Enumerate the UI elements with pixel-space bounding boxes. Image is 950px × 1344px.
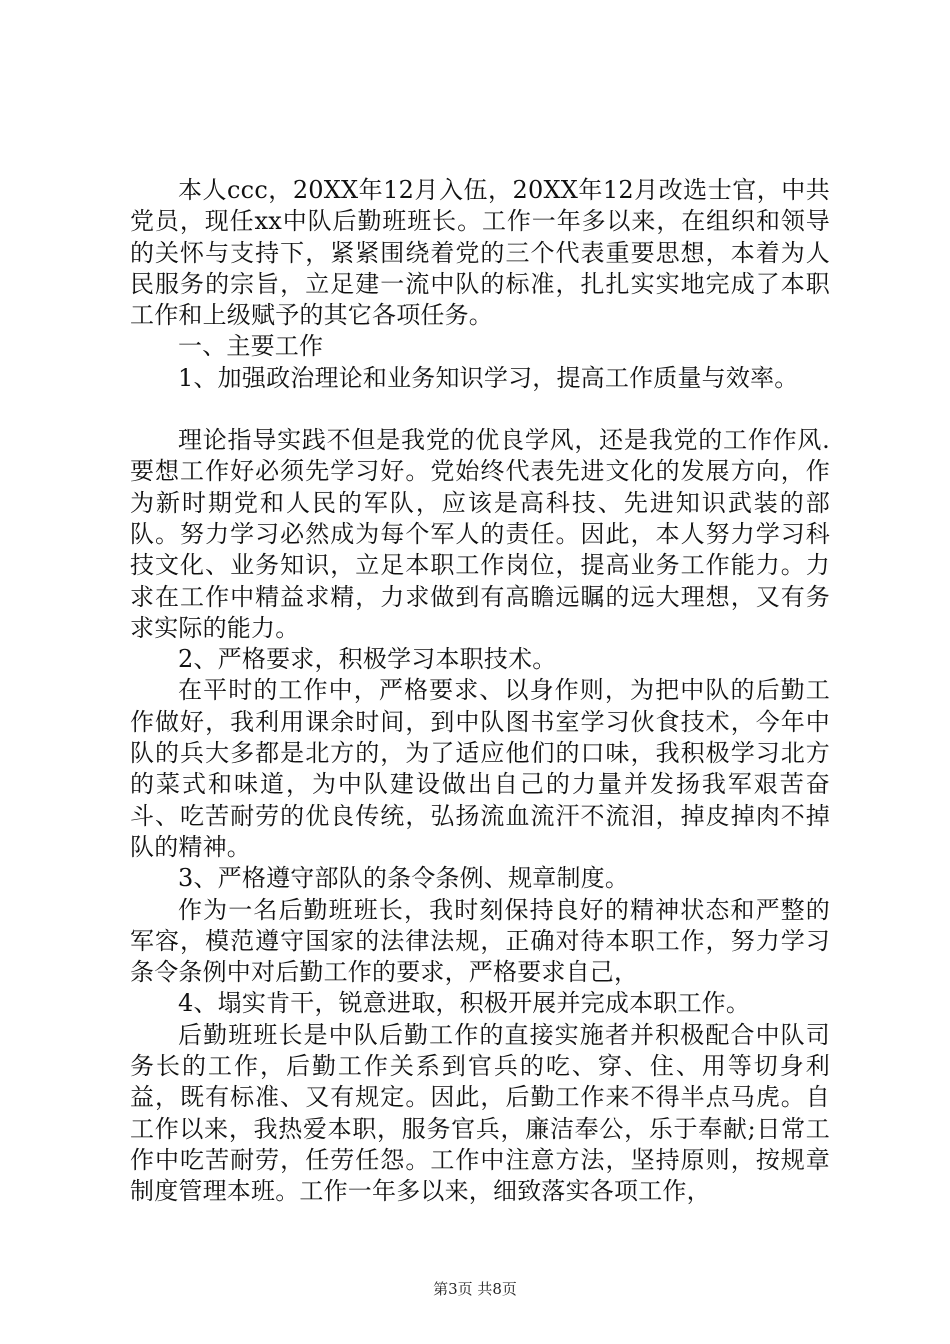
page-number-footer: 第3页 共8页 <box>433 1280 517 1298</box>
item-heading-1: 1、加强政治理论和业务知识学习，提高工作质量与效率。 <box>178 363 799 392</box>
body-paragraph-4: 后勤班班长是中队后勤工作的直接实施者并积极配合中队司务长的工作，后勤工作关系到官兵的吃、穿、住、用等切身利益，既有标准、又有规定。因此，后勤工作来不得半点马虎。自工作以来，我热爱本职，服务官兵，廉洁奉公，乐于奉献;日常工作中吃苦耐劳，任劳任怨。工作中注意方法，坚持原则，按规章制度管理本班。工作一年多以来，细致落实各项工作， <box>130 1020 830 1206</box>
section-heading-main-work: 一、主要工作 <box>178 332 324 361</box>
body-paragraph-3: 作为一名后勤班班长，我时刻保持良好的精神状态和严整的军容，模范遵守国家的法律法规，正确对待本职工作，努力学习条令条例中对后勤工作的要求，严格要求自己， <box>130 895 830 987</box>
item-heading-4: 4、塌实肯干，锐意进取，积极开展并完成本职工作。 <box>178 989 751 1018</box>
item-heading-2: 2、严格要求，积极学习本职技术。 <box>178 645 557 674</box>
body-paragraph-1: 理论指导实践不但是我党的优良学风，还是我党的工作作风.要想工作好必须先学习好。党始终代表先进文化的发展方向，作为新时期党和人民的军队，应该是高科技、先进知识武装的部队。努力学习必然成为每个军人的责任。因此，本人努力学习科技文化、业务知识，立足本职工作岗位，提高业务工作能力。力求在工作中精益求精，力求做到有高瞻远瞩的远大理想，又有务求实际的能力。 <box>130 426 830 642</box>
document-body <box>130 175 830 1208</box>
intro-paragraph: 本人ccc，20XX年12月入伍，20XX年12月改选士官，中共党员，现任xx中队后勤班班长。工作一年多以来，在组织和领导的关怀与支持下，紧紧围绕着党的三个代表重要思想，本着为人民服务的宗旨，立足建一流中队的标准，扎扎实实地完成了本职工作和上级赋予的其它各项任务。 <box>130 176 830 330</box>
item-heading-3: 3、严格遵守部队的条令条例、规章制度。 <box>178 864 630 893</box>
body-paragraph-2: 在平时的工作中，严格要求、以身作则，为把中队的后勤工作做好，我利用课余时间，到中队图书室学习伙食技术，今年中队的兵大多都是北方的，为了适应他们的口味，我积极学习北方的菜式和味道，为中队建设做出自己的力量并发扬我军艰苦奋斗、吃苦耐劳的优良传统，弘扬流血流汗不流泪，掉皮掉肉不掉队的精神。 <box>130 676 830 861</box>
